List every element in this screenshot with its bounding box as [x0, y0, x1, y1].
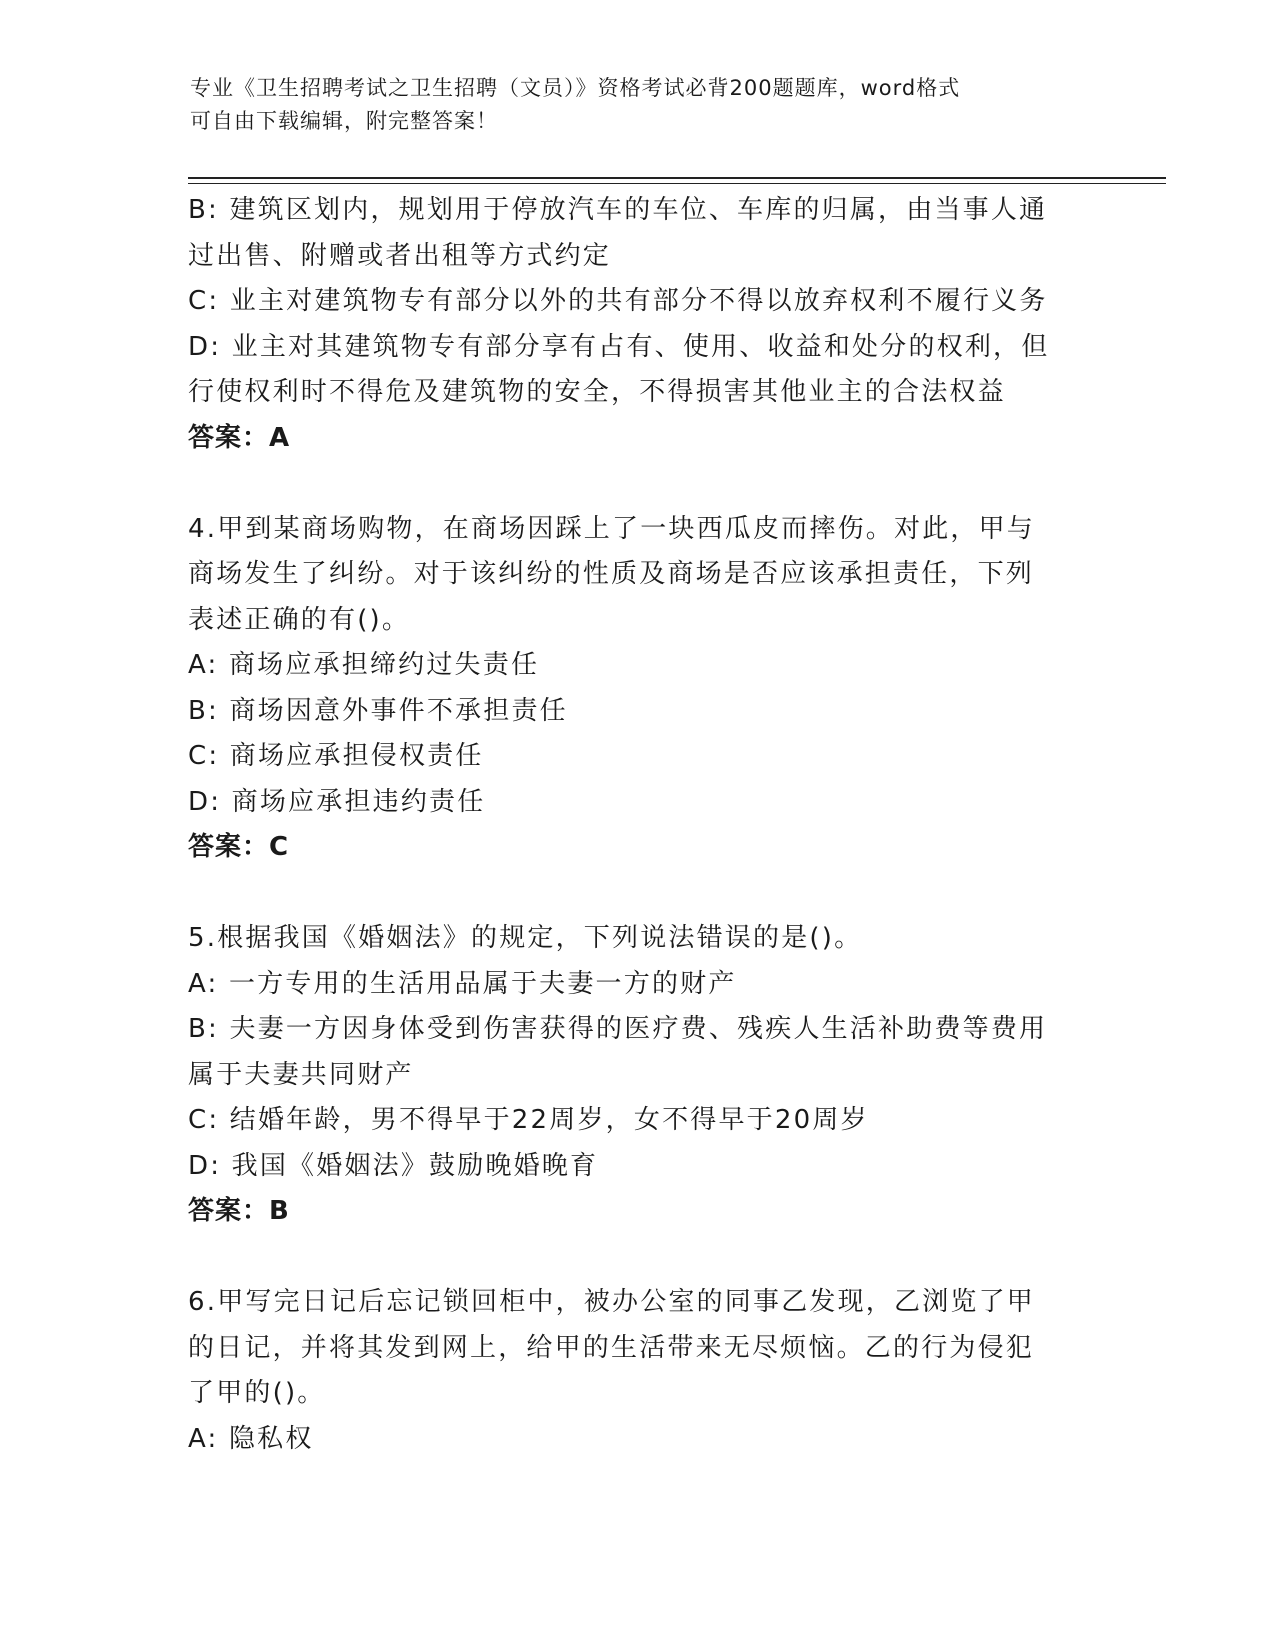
- option-d-line-2: 行使权利时不得危及建筑物的安全，不得损害其他业主的合法权益: [188, 377, 1006, 407]
- spacer: [188, 871, 1088, 917]
- answer: 答案：B: [188, 1196, 290, 1226]
- question-5: [188, 916, 1088, 1235]
- header-divider-thin: [188, 183, 1166, 184]
- option-b-line-1: B: 建筑区划内，规划用于停放汽车的车位、车库的归属，由当事人通: [188, 195, 1048, 225]
- question-stem-line-3: 了甲的()。: [188, 1378, 326, 1408]
- header-title-line-2: 可自由下载编辑，附完整答案！: [190, 109, 498, 133]
- option-a: A: 一方专用的生活用品属于夫妻一方的财产: [188, 968, 737, 999]
- question-stem-line-2: 商场发生了纠纷。对于该纠纷的性质及商场是否应该承担责任，下列: [188, 559, 1035, 589]
- header-divider-thick: [188, 177, 1166, 179]
- question-stem-line-1: 4.甲到某商场购物，在商场因踩上了一块西瓜皮而摔伤。对此，甲与: [188, 513, 1036, 544]
- answer: 答案：A: [188, 422, 291, 453]
- option-b-line-2: 属于夫妻共同财产: [188, 1059, 414, 1090]
- question-stem-line-2: 的日记，并将其发到网上，给甲的生活带来无尽烦恼。乙的行为侵犯: [188, 1332, 1035, 1363]
- question-3: [188, 188, 1088, 461]
- option-b: B: 商场因意外事件不承担责任: [188, 695, 568, 726]
- document-header: [190, 72, 1090, 138]
- question-stem-line-3: 表述正确的有()。: [188, 604, 411, 635]
- spacer: [188, 461, 1088, 507]
- header-title-line-1: 专业《卫生招聘考试之卫生招聘（文员）》资格考试必背200题题库，word格式: [190, 76, 961, 100]
- option-d-line-1: D: 业主对其建筑物专有部分享有占有、使用、收益和处分的权利，但: [188, 331, 1050, 362]
- option-d: D: 我国《婚姻法》鼓励晚婚晚育: [188, 1150, 599, 1181]
- option-c: C: 结婚年龄，男不得早于22周岁，女不得早于20周岁: [188, 1105, 869, 1135]
- option-b-line-2: 过出售、附赠或者出租等方式约定: [188, 240, 612, 271]
- option-d: D: 商场应承担违约责任: [188, 786, 486, 817]
- spacer: [188, 1235, 1088, 1281]
- question-6: [188, 1280, 1088, 1462]
- question-4: [188, 507, 1088, 871]
- option-a: A: 隐私权: [188, 1423, 314, 1454]
- question-list: [188, 188, 1088, 1462]
- question-stem-line-1: 5.根据我国《婚姻法》的规定，下列说法错误的是()。: [188, 923, 863, 953]
- question-stem-line-1: 6.甲写完日记后忘记锁回柜中，被办公室的同事乙发现，乙浏览了甲: [188, 1287, 1036, 1317]
- answer: 答案：C: [188, 832, 290, 862]
- option-c: C: 业主对建筑物专有部分以外的共有部分不得以放弃权利不履行义务: [188, 286, 1048, 316]
- option-b-line-1: B: 夫妻一方因身体受到伤害获得的医疗费、残疾人生活补助费等费用: [188, 1014, 1048, 1044]
- option-c: C: 商场应承担侵权责任: [188, 741, 484, 771]
- option-a: A: 商场应承担缔约过失责任: [188, 650, 540, 680]
